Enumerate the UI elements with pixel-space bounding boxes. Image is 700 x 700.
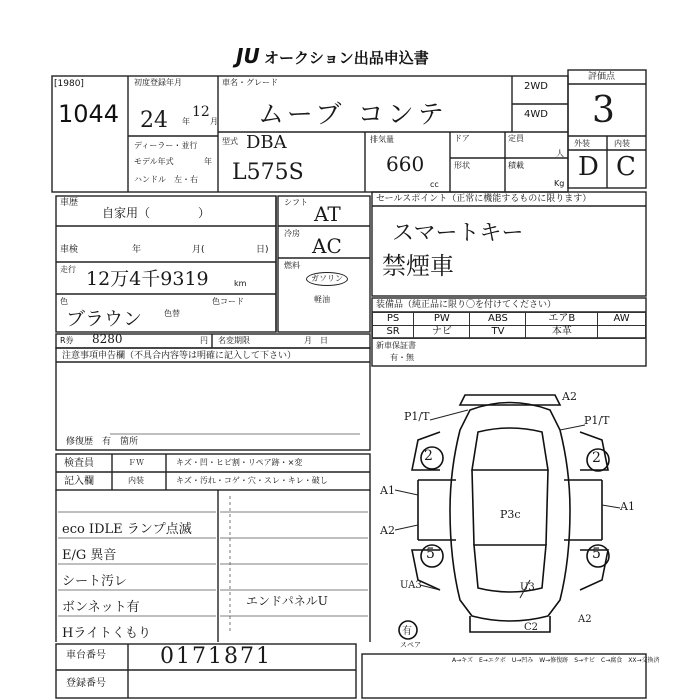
eq-airbag: エアB [526, 313, 598, 326]
note-4: ボンネット有 [62, 600, 140, 615]
int-label: 内装 [614, 139, 630, 148]
warranty-label: 新車保証書 [376, 341, 416, 350]
inspection-day: 日) [256, 245, 269, 255]
name-change-unit: 月 日 [304, 336, 328, 345]
sales-point-line1: スマートキー [392, 221, 524, 246]
equipment-label: 装備品（純正品に限り〇を付けてください） [376, 300, 557, 310]
eq-ps: PS [373, 313, 414, 326]
displacement-value: 660 [386, 152, 425, 176]
drive-4wd: 4WD [524, 109, 548, 120]
eq-leather: 本革 [526, 326, 598, 339]
fuel-diesel: 軽油 [314, 295, 330, 304]
entry-list: キズ・汚れ・コゲ・穴・スレ・キレ・破し [176, 476, 328, 485]
note-2: E/G 異音 [62, 548, 117, 563]
rating-value: 3 [592, 90, 615, 131]
entry-interior: 内装 [128, 476, 144, 485]
inspector-label: 検査員 [64, 458, 94, 469]
first-reg-month: 12 [192, 104, 210, 120]
type-value2: L575S [232, 160, 304, 185]
damage-legend: A→キズ E→エクボ U→凹み W→修復跡 S→サビ C→腐食 XX→交換済 [452, 657, 660, 664]
ext-value: D [578, 152, 599, 182]
int-value: C [616, 152, 636, 182]
color-code-label: 色コード [212, 297, 244, 306]
mileage-label: 走行 [60, 265, 76, 274]
recycle-unit: 円 [200, 336, 208, 345]
mark-2-right: 2 [592, 450, 601, 466]
recycle-label: R券 [60, 336, 74, 345]
mark-a2-left: A2 [380, 524, 395, 537]
color-change-label: 色替 [164, 309, 180, 318]
form-title: オークション出品申込書 [264, 49, 429, 67]
type-label: 型式 [222, 137, 238, 146]
recycle-value: 8280 [92, 332, 123, 346]
eq-navi: ナビ [414, 326, 470, 339]
aircon-label: 冷房 [284, 229, 300, 238]
warranty-options: 有・無 [390, 353, 414, 362]
mark-a2-bottom: A2 [578, 614, 592, 625]
mark-5-right: 5 [592, 546, 601, 562]
displacement-unit: cc [430, 180, 439, 189]
eq-pw: PW [414, 313, 470, 326]
mileage-unit: km [234, 279, 247, 288]
mark-spare: 有 [402, 626, 412, 637]
model-year-unit: 年 [204, 157, 212, 166]
entry-label: 記入欄 [64, 476, 94, 487]
repair-history: 修復歴 有 箇所 [66, 437, 139, 447]
chassis-value: 0171871 [160, 644, 272, 669]
mark-a1-left: A1 [380, 484, 395, 497]
chassis-label: 車台番号 [66, 650, 106, 661]
first-reg-label: 初度登録年月 [134, 78, 182, 87]
ext-label: 外装 [574, 139, 590, 148]
capacity-label: 定員 [508, 134, 524, 143]
history-value: 自家用（ ） [102, 206, 211, 220]
eq-abs: ABS [470, 313, 526, 326]
mark-c2: C2 [524, 622, 539, 633]
sales-point-label: セールスポイント（正常に機能するものに限ります） [376, 194, 592, 204]
type-value1: DBA [246, 132, 287, 153]
car-name-value: ムーブ コンテ [258, 100, 448, 130]
eq-tv: TV [470, 326, 526, 339]
mark-5-left: 5 [426, 546, 435, 562]
name-change-label: 名変期限 [218, 336, 250, 345]
inspection-month: 月( [192, 245, 205, 255]
eq-aw: AW [598, 313, 646, 326]
door-label: ドア [454, 134, 470, 143]
mark-p1-left: P1/T [404, 410, 430, 423]
inspector-list: キズ・凹・ヒビ割・リペア跡・×変 [176, 458, 303, 467]
displacement-label: 排気量 [370, 135, 394, 144]
first-reg-year: 24 [140, 108, 168, 133]
sales-point-line2: 禁煙車 [382, 252, 454, 280]
color-label: 色 [60, 297, 68, 306]
inspector-fw: ＦＷ [128, 458, 144, 467]
load-label: 積載 [508, 161, 524, 170]
ju-logo: JU [236, 44, 260, 68]
notes-label: 注意事項申告欄（不具合内容等は明確に記入して下さい） [62, 351, 297, 361]
fuel-gasoline: ガソリン [306, 272, 348, 286]
mark-2-left: 2 [424, 448, 433, 464]
note-5: Hライトくもり [62, 626, 151, 641]
shape-label: 形状 [454, 161, 470, 170]
lot-number: 1044 [58, 100, 120, 128]
inspection-label: 車検 [60, 245, 79, 255]
mark-p1-right: P1/T [584, 414, 610, 427]
load-unit: Kg [554, 179, 565, 188]
spare-label: スペア [400, 641, 421, 649]
note-3: シート汚レ [62, 574, 128, 589]
equipment-table [372, 312, 646, 339]
mark-a2-top: A2 [562, 390, 577, 403]
mark-a1-right: A1 [620, 500, 635, 513]
car-name-label: 車名・グレード [222, 78, 278, 87]
shift-label: シフト [284, 198, 308, 207]
fuel-label: 燃料 [284, 261, 300, 270]
lot-code: [1980] [54, 79, 84, 89]
registration-label: 登録番号 [66, 678, 106, 689]
side-note: エンドパネルU [246, 594, 328, 608]
drive-2wd: 2WD [524, 81, 548, 92]
shift-value: AT [314, 202, 341, 226]
mileage-value: 12万4千9319 [86, 268, 209, 290]
note-1: eco IDLE ランプ点滅 [62, 522, 192, 537]
rating-label: 評価点 [588, 72, 616, 82]
mark-center: P3c [500, 508, 521, 521]
model-year-label: モデル年式 [134, 157, 174, 166]
eq-sr: SR [373, 326, 414, 339]
color-value: ブラウン [66, 308, 143, 330]
aircon-value: AC [312, 234, 342, 258]
inspection-year: 年 [132, 245, 142, 255]
handle-label: ハンドル 左・右 [134, 175, 198, 184]
mark-u3: U3 [520, 582, 535, 593]
dealer-label: ディーラー・並行 [134, 141, 198, 150]
mark-ua3: UA3 [400, 580, 422, 591]
history-label: 車歴 [60, 198, 79, 208]
capacity-unit: 人 [556, 149, 564, 158]
